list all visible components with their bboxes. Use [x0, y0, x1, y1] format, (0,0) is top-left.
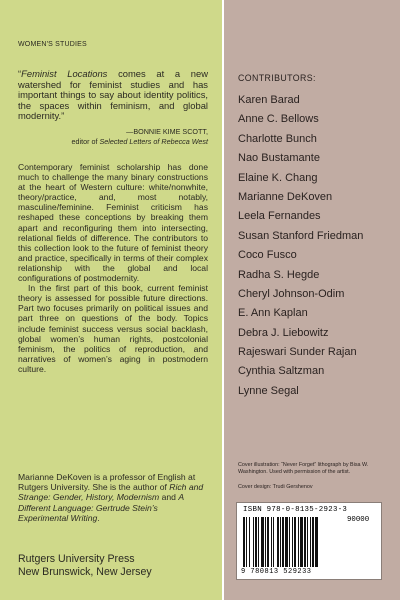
author-book-1: Rich and Strange: Gender, History, Modernism — [18, 482, 204, 503]
contributors-heading: CONTRIBUTORS: — [238, 73, 316, 83]
barcode-bar — [312, 517, 314, 567]
contributor-name: Nao Bustamante — [238, 152, 320, 165]
endorsement-quote — [18, 69, 208, 122]
barcode-bar — [285, 517, 288, 567]
barcode-bar — [294, 517, 296, 567]
author-bio — [18, 472, 208, 523]
quote-attribution — [18, 127, 208, 146]
contributor-name: Susan Stanford Friedman — [238, 229, 364, 242]
barcode-graphic — [243, 517, 343, 567]
contributor-name: Elaine K. Chang — [238, 171, 318, 184]
barcode-bar — [255, 517, 257, 567]
barcode-bar — [249, 517, 250, 567]
barcode-bar — [282, 517, 284, 567]
quote-open-mark: “ — [18, 68, 22, 79]
contributor-name: Rajeswari Sunder Rajan — [238, 346, 357, 359]
contributor-name: Leela Fernandes — [238, 210, 321, 223]
price-code: 90000 — [347, 516, 370, 524]
barcode-bar — [258, 517, 259, 567]
contributor-name: E. Ann Kaplan — [238, 307, 308, 320]
barcode-bar — [271, 517, 272, 567]
barcode-bar — [277, 517, 279, 567]
barcode-bar — [292, 517, 293, 567]
contributor-name: Lynne Segal — [238, 384, 299, 397]
contributor-name: Marianne DeKoven — [238, 190, 333, 203]
barcode-digits: 9 780813 529233 — [241, 568, 312, 576]
barcode-bar — [298, 517, 299, 567]
author-bio-join: and — [159, 492, 179, 503]
barcode-bar — [265, 517, 266, 567]
author-book-2: A Different Language: Gertrude Stein’s Experimental Writing — [18, 492, 184, 523]
contributor-name: Coco Fusco — [238, 249, 297, 262]
barcode-bar — [280, 517, 281, 567]
barcode-bar — [243, 517, 245, 567]
contributor-name: Karen Barad — [238, 94, 300, 106]
book-description — [18, 162, 208, 374]
author-bio-lead: Marianne DeKoven is a professor of English at Rutgers University. She is the author of — [18, 472, 196, 493]
cover-design-credit: Cover design: Trudi Gershenov — [238, 484, 313, 490]
attribution-name: —BONNIE KIME SCOTT, — [126, 127, 208, 136]
publisher-name: Rutgers University Press — [18, 553, 135, 565]
barcode-bar — [289, 517, 290, 567]
series-label: WOMEN'S STUDIES — [18, 41, 87, 48]
barcode-bar — [261, 517, 264, 567]
isbn-label: ISBN 978-0-8135-2923-3 — [243, 506, 348, 514]
publisher-location: New Brunswick, New Jersey — [18, 565, 152, 578]
contributor-name: Charlotte Bunch — [238, 132, 317, 145]
barcode-bar — [304, 517, 306, 567]
isbn-barcode-block — [236, 502, 382, 580]
description-paragraph-2: In the first part of this book, current feminist theory is assessed for possible future directions. Part two focuses primarily on political issues and part three on questions of the body. Topics include feminist success versus social backlash, global women’s human rights, postcolonial feminism, the politics of reproduction, and narratives of women’s aging in postmodern culture. — [18, 283, 208, 374]
contributor-name: Debra J. Liebowitz — [238, 326, 329, 339]
barcode-bar — [300, 517, 303, 567]
quote-book-title: Feminist Locations — [21, 68, 108, 79]
barcode-bar — [310, 517, 311, 567]
contributor-name: Radha S. Hegde — [238, 268, 320, 281]
barcode-bar — [273, 517, 274, 567]
attribution-role: editor of — [71, 136, 100, 146]
barcode-bar — [246, 517, 247, 567]
cover-illustration-credit: Cover illustration: “Never Forget” lithograph by Bisa W. Washington. Used with permission of the artist. — [238, 462, 369, 475]
attribution-work: Selected Letters of Rebecca West — [99, 136, 208, 146]
attribution-role-line — [18, 137, 208, 147]
contributor-name: Anne C. Bellows — [238, 113, 319, 126]
description-paragraph-1: Contemporary feminist scholarship has done much to challenge the many binary constructions at the heart of Western culture: white/nonwhite, theory/practice, and, most notably, masculine/feminine. Feminist criticism has reshaped these conceptions by breaking them apart and reconfiguring them into intersecting, relational fields of difference. The contributors to this collection look to the future of feminist theory and practice, specifically in terms of their complex relationship with the global and local configurations of postmodernity. — [18, 162, 208, 284]
contributor-name: Cheryl Johnson-Odim — [238, 287, 345, 300]
author-bio-end: . — [97, 512, 100, 523]
contributors-list — [238, 91, 363, 401]
barcode-bar — [307, 517, 308, 567]
publisher-block — [18, 553, 208, 578]
barcode-bar — [315, 517, 318, 567]
quote-text: comes at a new watershed for feminist studies and has important things to say about identity politics, the spaces within feminism, and global modernity.” — [18, 68, 208, 122]
barcode-bar — [253, 517, 254, 567]
contributor-name: Cynthia Saltzman — [238, 365, 325, 378]
barcode-bar — [267, 517, 269, 567]
